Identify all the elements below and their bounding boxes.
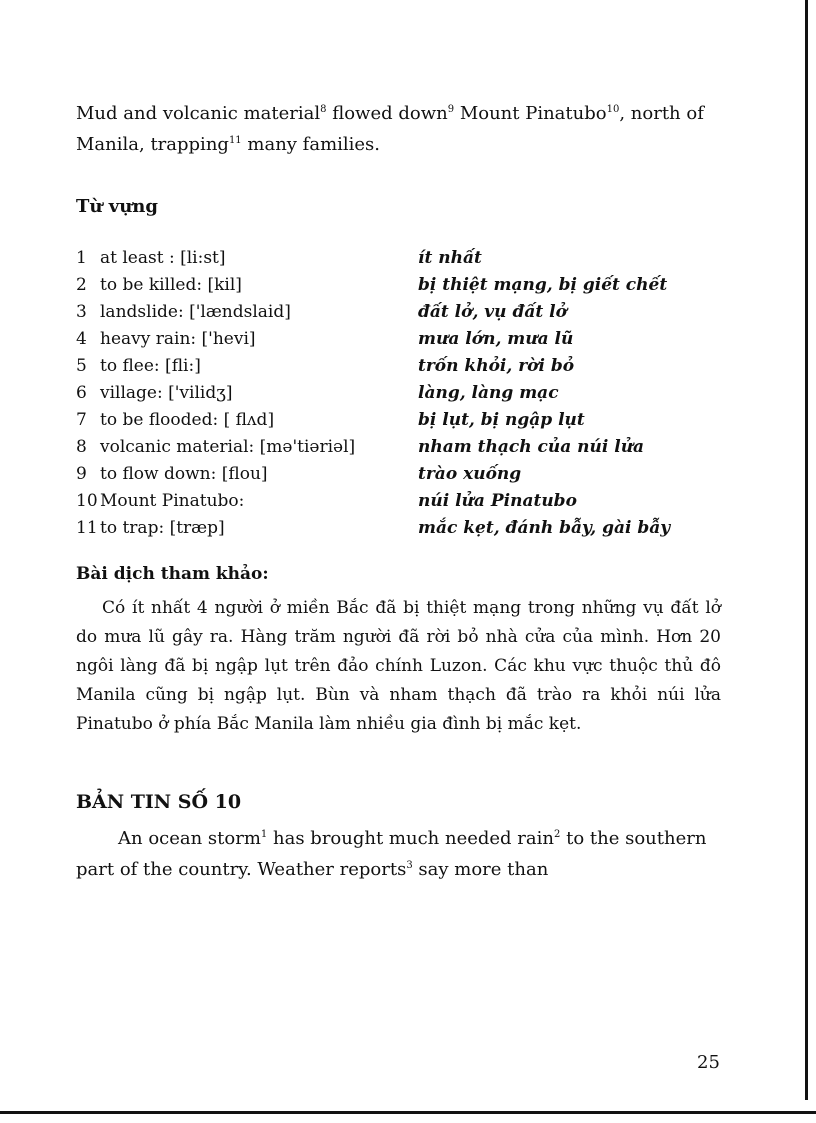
page-border-bottom [0,1111,816,1114]
intro-paragraph [76,98,721,160]
vocab-number: 6 [76,383,87,403]
bulletin-text: say more than [412,859,549,880]
vocab-term: Mount Pinatubo: [100,491,245,511]
vocab-definition: trốn khỏi, rời bỏ [418,356,575,376]
vocab-item [76,461,721,488]
vocab-definition: bị thiệt mạng, bị giết chết [418,275,668,295]
vocab-term: to be flooded: [ flʌd] [100,410,275,430]
vocab-definition: mắc kẹt, đánh bẫy, gài bẫy [418,518,671,538]
vocab-item [76,407,721,434]
vocab-term: to be killed: [kil] [100,275,242,295]
vocab-term: volcanic material: [mə'tiəriəl] [100,437,356,457]
bulletin-text: has brought much needed rain [267,828,554,849]
vocab-number: 7 [76,410,87,430]
footnote-marker: 2 [554,829,561,840]
bulletin-heading: BẢN TIN SỐ 10 [76,791,242,813]
translation-heading: Bài dịch tham khảo: [76,564,269,584]
footnote-marker: 3 [406,860,413,871]
vocab-definition: bị lụt, bị ngập lụt [418,410,585,430]
footnote-marker: 9 [447,104,455,115]
vocab-item [76,326,721,353]
page-border-right [805,0,808,1100]
vocab-number: 9 [76,464,87,484]
intro-text: Mount Pinatubo [454,103,607,124]
vocab-number: 10 [76,491,98,511]
translation-paragraph: Có ít nhất 4 người ở miền Bắc đã bị thiệt mạng trong những vụ đất lở do mưa lũ gây ra. Hàng trăm người đã rời bỏ nhà cửa của mình. Hơn 20 ngôi làng đã bị ngập lụt trên đảo chính Luzon. Các khu vực thuộc thủ đô Manila cũng bị ngập lụt. Bùn và nham thạch đã trào ra khỏi núi lửa Pinatubo ở phía Bắc Manila làm nhiều gia đình bị mắc kẹt. [76,598,721,734]
page-number: 25 [697,1052,720,1073]
vocab-number: 8 [76,437,87,457]
footnote-marker: 1 [260,829,268,840]
vocab-number: 4 [76,329,87,349]
bulletin-paragraph [76,823,721,885]
vocab-item [76,380,721,407]
intro-text: Mud and volcanic material [76,103,321,124]
vocab-item [76,488,721,515]
vocab-term: heavy rain: ['hevi] [100,329,256,349]
intro-text: flowed down [326,103,448,124]
vocab-definition: mưa lớn, mưa lũ [418,329,574,349]
vocab-number: 1 [76,248,87,268]
bulletin-text: to the southern part of the country. Weather reports [76,828,707,880]
vocab-term: to flee: [fli:] [100,356,201,376]
vocab-term: village: ['vilidʒ] [100,383,233,403]
vocab-item [76,245,721,272]
vocab-number: 3 [76,302,87,322]
vocab-number: 11 [76,518,98,538]
vocab-term: to trap: [træp] [100,518,225,538]
vocab-number: 2 [76,275,87,295]
vocab-definition: nham thạch của núi lửa [418,437,645,457]
intro-text: , north of Manila, trapping [76,103,704,155]
vocab-definition: đất lở, vụ đất lở [418,302,567,322]
vocab-item [76,434,721,461]
footnote-marker: 10 [606,104,620,115]
vocab-definition: làng, làng mạc [418,383,559,403]
vocab-definition: trào xuống [418,464,522,484]
intro-text: many families. [241,134,381,155]
bulletin-text: An ocean storm [118,828,261,849]
vocab-definition: núi lửa Pinatubo [418,491,577,511]
vocab-item [76,353,721,380]
vocab-term: to flow down: [flou] [100,464,268,484]
vocab-item [76,272,721,299]
vocab-list [76,245,721,542]
vocab-item [76,515,721,542]
vocab-definition: ít nhất [418,248,482,268]
vocab-heading: Từ vựng [76,196,158,217]
vocab-number: 5 [76,356,87,376]
vocab-term: at least : [li:st] [100,248,226,268]
vocab-item [76,299,721,326]
footnote-marker: 11 [228,135,242,146]
footnote-marker: 8 [320,104,327,115]
vocab-term: landslide: ['lændslaid] [100,302,291,322]
page-content [76,98,721,885]
